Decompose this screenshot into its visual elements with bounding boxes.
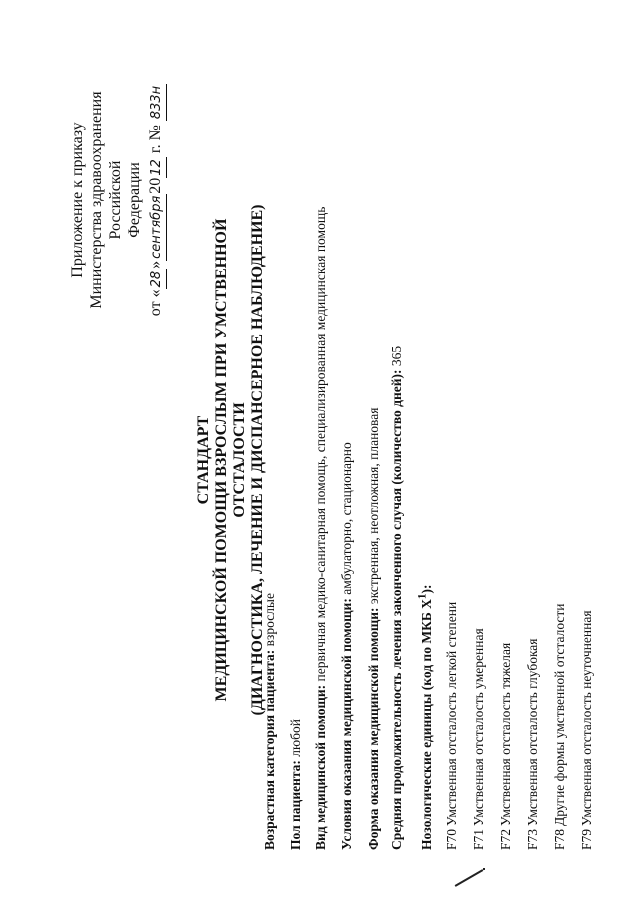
date-month: сентября [147,194,167,261]
scan-mark [455,869,484,887]
appendix-date-line [146,50,167,350]
field-care-form [366,408,382,850]
field-label: Вид медицинской помощи: [313,684,328,850]
rotated-document-page [50,40,610,880]
date-mid: » [147,260,164,269]
footnote-marker: 1 [416,593,428,600]
field-label: Средняя продолжительность лечения законченного случая (количество дней): [389,369,404,850]
appendix-line-1: Приложение к приказу [69,122,86,278]
field-age-category [262,593,278,850]
field-value: первичная медико-санитарная помощь, специализированная медицинская помощь [313,206,328,685]
field-sex [288,719,304,850]
icd-code: F73 [525,828,540,850]
nosology-item [444,602,460,850]
field-duration [389,346,405,850]
appendix-line-3: Федерации [126,162,143,238]
scan-dot [483,868,485,870]
field-care-conditions [339,442,355,850]
field-care-type [313,207,329,850]
date-prefix: от « [147,289,164,317]
nosology-item [579,610,595,850]
icd-name: Умственная отсталость неуточненная [579,610,594,826]
date-year-prefix: 20 [147,177,164,194]
title-line-3: (ДИАГНОСТИКА, ЛЕЧЕНИЕ И ДИСПАНСЕРНОЕ НАБЛЮДЕНИЕ) [249,204,266,716]
date-suffix: г. № [147,125,164,154]
icd-name: Умственная отсталость тяжелая [498,642,513,826]
nosology-heading [416,584,435,850]
nosology-item [552,603,568,850]
nosology-label-end: ): [418,584,434,594]
icd-code: F70 [444,828,459,850]
order-number: 833н [147,84,167,121]
field-value: экстренная, неотложная, плановая [366,407,381,608]
icd-code: F78 [552,828,567,850]
field-value: амбулаторно, стационарно [339,442,354,599]
field-value: 365 [389,345,404,370]
document-title [195,200,267,720]
field-value: любой [288,719,303,761]
icd-name: Умственная отсталость умеренная [471,628,486,826]
appendix-block [68,50,167,350]
field-label: Возрастная категория пациента: [262,649,277,850]
nosology-item [471,628,487,850]
title-line-2: МЕДИЦИНСКОЙ ПОМОЩИ ВЗРОСЛЫМ ПРИ УМСТВЕННОЙ ОТСТАЛОСТИ [213,218,248,702]
icd-name: Другие формы умственной отсталости [552,603,567,826]
nosology-label: Нозологические единицы (код по МКБ X [418,599,434,850]
icd-name: Умственная отсталость глубокая [525,638,540,826]
field-label: Пол пациента: [288,760,303,850]
date-day: 28 [147,269,167,290]
nosology-item [525,638,541,850]
title-line-1: СТАНДАРТ [195,415,212,505]
field-label: Форма оказания медицинской помощи: [366,607,381,850]
field-label: Условия оказания медицинской помощи: [339,598,354,850]
icd-code: F72 [498,828,513,850]
icd-code: F71 [471,828,486,850]
icd-name: Умственная отсталость легкой степени [444,601,459,826]
date-year: 12 [147,157,167,178]
icd-code: F79 [579,828,594,850]
nosology-item [498,643,514,850]
field-value: взрослые [262,593,277,650]
appendix-line-2: Министерства здравоохранения Российской [88,91,124,309]
